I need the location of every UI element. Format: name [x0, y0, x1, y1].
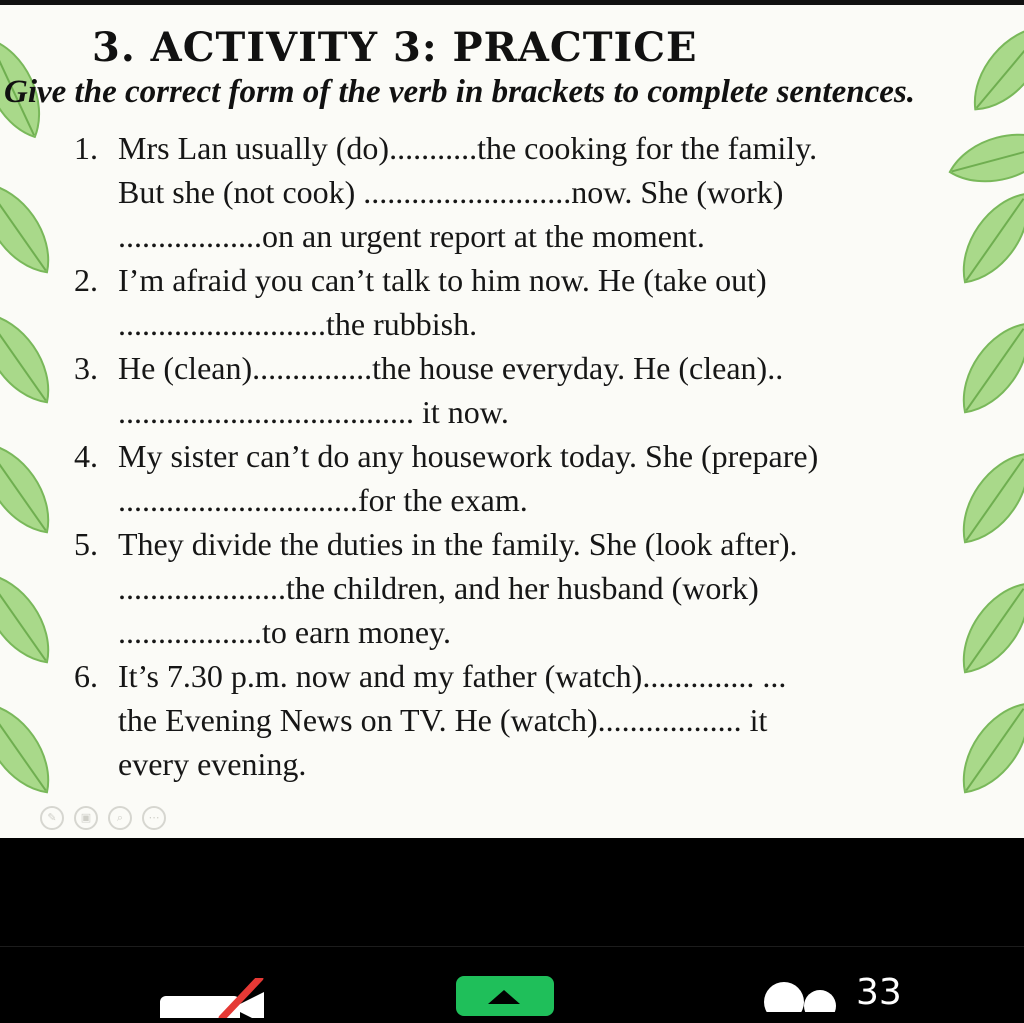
exercise-item [74, 346, 954, 434]
exercise-line: every evening. [118, 746, 307, 782]
exercise-line: ..................................... it now. [118, 394, 509, 430]
leaf-icon [0, 293, 74, 422]
exercise-line: It’s 7.30 p.m. now and my father (watch).............. ... [118, 658, 787, 694]
exercise-line: I’m afraid you can’t talk to him now. He (take out) [118, 262, 767, 298]
slide-control-toolbar [40, 806, 166, 830]
exercise-line: .....................the children, and her husband (work) [118, 570, 759, 606]
leaf-icon [0, 423, 74, 552]
exercise-line: ..................on an urgent report at the moment. [118, 218, 705, 254]
leaf-icon [0, 163, 74, 292]
exercise-number: 3. [74, 350, 98, 386]
slide-instruction: Give the correct form of the verb in brackets to complete sentences. [4, 74, 915, 110]
zoom-icon[interactable]: ⌕ [108, 806, 132, 830]
leaf-icon [0, 553, 74, 682]
exercise-list [74, 126, 954, 786]
participants-icon[interactable] [762, 982, 842, 1012]
divider [0, 946, 1024, 947]
exercise-number: 4. [74, 438, 98, 474]
top-strip [0, 0, 1024, 5]
exercise-line: My sister can’t do any housework today. She (prepare) [118, 438, 819, 474]
more-options-icon[interactable]: ⋯ [142, 806, 166, 830]
exercise-item [74, 434, 954, 522]
pen-icon[interactable]: ✎ [40, 806, 64, 830]
share-screen-button[interactable] [456, 976, 554, 1016]
exercise-line: They divide the duties in the family. She (look after). [118, 526, 798, 562]
exercise-item [74, 126, 954, 258]
exercise-line: ..............................for the exam. [118, 482, 528, 518]
exercise-line: the Evening News on TV. He (watch).................. it [118, 702, 768, 738]
exercise-number: 1. [74, 130, 98, 166]
share-screen-icon [488, 990, 520, 1004]
exercise-item [74, 522, 954, 654]
exercise-item [74, 654, 954, 786]
exercise-line: But she (not cook) ..........................now. She (work) [118, 174, 784, 210]
leaf-icon [0, 683, 74, 812]
exercise-item [74, 258, 954, 346]
exercise-line: ..................to earn money. [118, 614, 451, 650]
highlighter-icon[interactable]: ▣ [74, 806, 98, 830]
leaf-icon [950, 4, 1024, 131]
exercise-number: 6. [74, 658, 98, 694]
exercise-line: Mrs Lan usually (do)...........the cooking for the family. [118, 130, 818, 166]
exercise-number: 2. [74, 262, 98, 298]
exercise-number: 5. [74, 526, 98, 562]
exercise-line: He (clean)...............the house everyday. He (clean).. [118, 350, 784, 386]
exercise-line: ..........................the rubbish. [118, 306, 478, 342]
meeting-control-bar [0, 838, 1024, 1013]
slide-title: 3. ACTIVITY 3: PRACTICE [92, 24, 698, 71]
video-off-icon[interactable] [160, 978, 270, 1018]
participants-count: 33 [856, 972, 902, 1013]
